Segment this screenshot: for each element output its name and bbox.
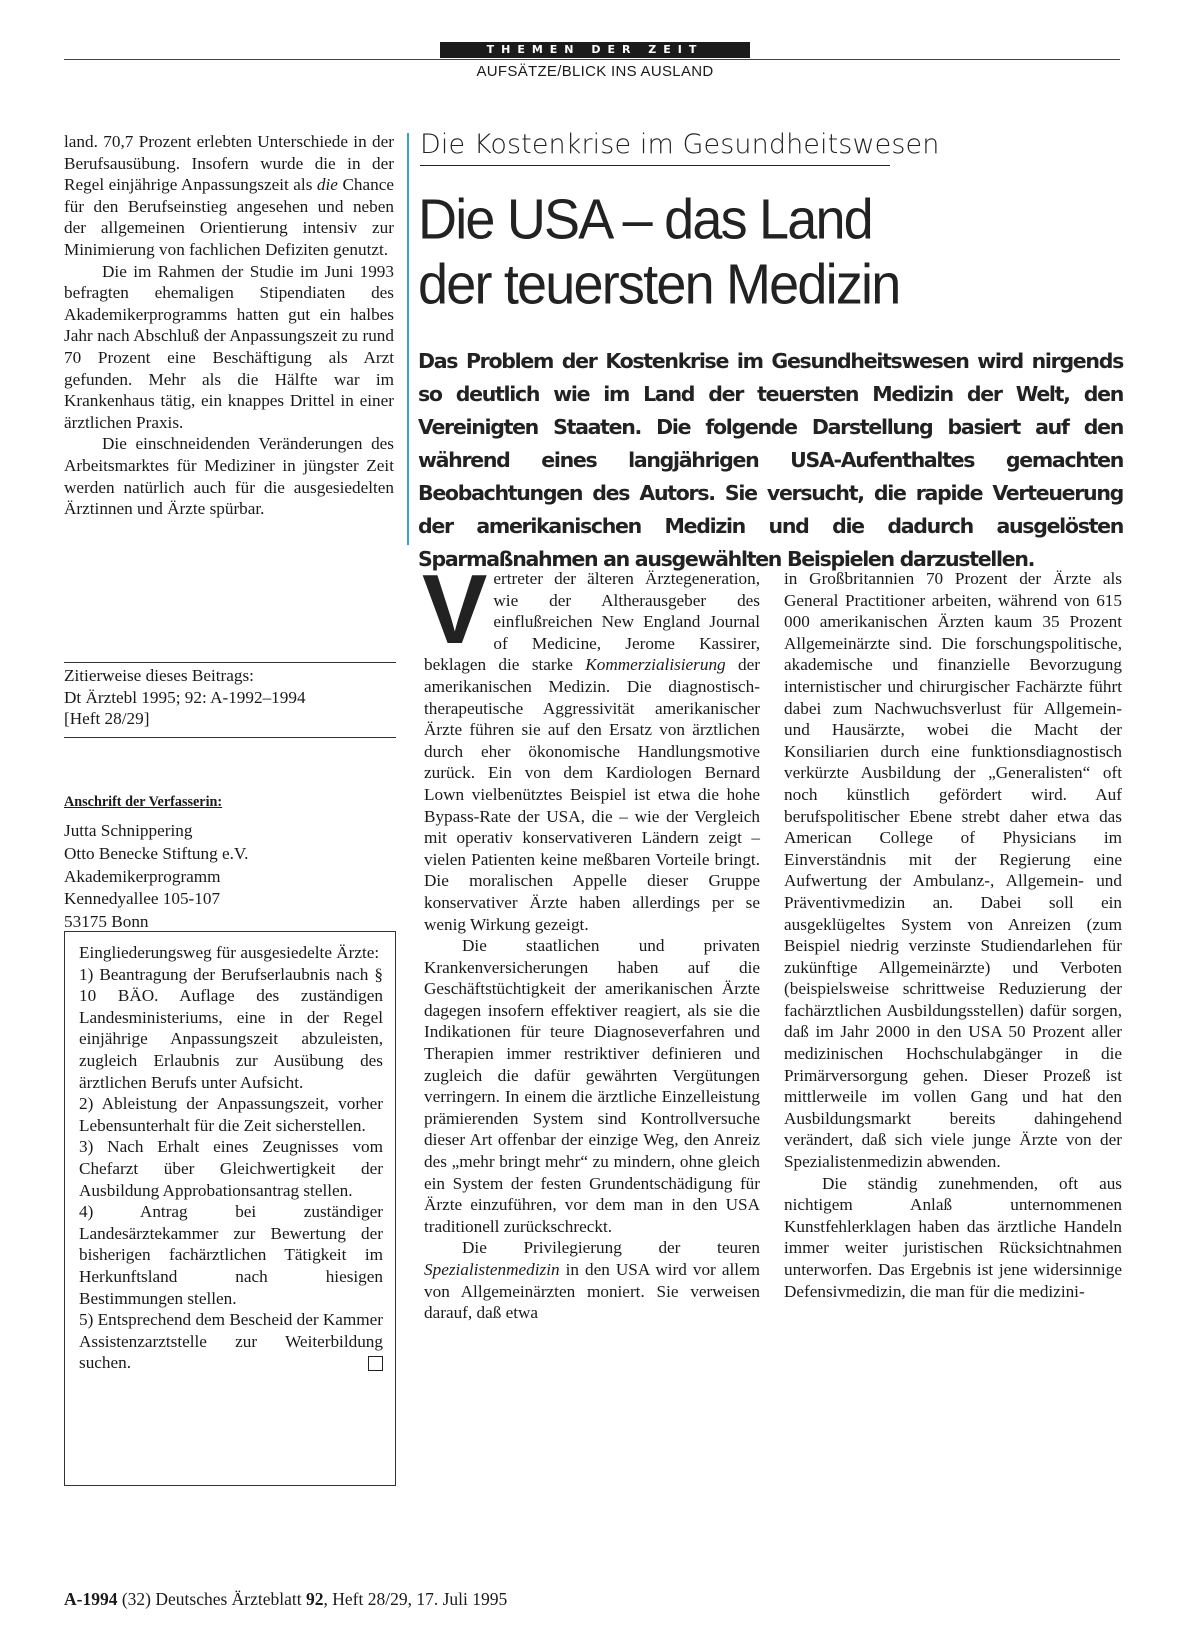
- mid-paragraph-2: Die staatlichen und privaten Krankenversicherungen haben auf die Geschäftstüchtigkeit der amerikanischen Ärzte dagegen insofern effektiver reagiert, als sie die Indikationen für teure Diagnoseverfahren und Therapien immer restriktiver definieren und zugleich die dafür gewährten Vergütungen verringern. In einem die ärztliche Einzelleistung prämierenden System sind Kontrollversuche dieser Art offenbar der einzige Weg, den Anreiz des „mehr bringt mehr“ zu mindern, ohne gleich ein System der festen Grundentschädigung für Ärzte einzuführen, vor dem man in den USA traditionell zurückschreckt.: [424, 936, 760, 1236]
- citation-label: Zitierweise dieses Beitrags:: [64, 666, 254, 685]
- page-number: A-1994: [64, 1589, 118, 1609]
- mid-paragraph-3: Die Privilegierung der teuren Spezialistenmedizin in den USA wird vor allem von Allgemeinärzten moniert. Sie verweisen darauf, daß etwa: [424, 1238, 760, 1323]
- citation-rule-top: [64, 662, 396, 663]
- info-box-intro: Eingliederungsweg für ausgesiedelte Ärzte:: [79, 943, 380, 962]
- info-box-step: 2) Ableistung der Anpassungszeit, vorher Lebensunterhalt für die Zeit sicherstellen.: [79, 1094, 383, 1135]
- address-line: Otto Benecke Stiftung e.V.: [64, 843, 249, 863]
- headline-line-2: der teuersten Medizin: [418, 253, 900, 317]
- left-paragraph-3: Die einschneidenden Veränderungen des Arbeitsmarktes für Mediziner in jüngster Zeit werden natürlich auch für die ausgesiedelten Ärztinnen und Ärzte spürbar.: [64, 434, 394, 519]
- left-paragraph-2: Die im Rahmen der Studie im Juni 1993 befragten ehemaligen Stipendiaten des Akademikerprogramms hatten gut ein halbes Jahr nach Abschluß der Anpassungszeit zu rund 70 Prozent eine Beschäftigung als Arzt gefunden. Mehr als die Hälfte war im Krankenhaus tätig, ein knappes Drittel in einer ärztlichen Praxis.: [64, 261, 394, 432]
- article-headline: [418, 187, 1138, 317]
- subsection-title: AUFSÄTZE/BLICK INS AUSLAND: [476, 63, 714, 80]
- info-box-step: 1) Beantragung der Berufserlaubnis nach § 10 BÄO. Auflage des zuständigen Landesministeriums, eine in der Regel einjährige Anpassungszeit abzuleisten, zugleich Erlaubnis zur Ausübung des ärztlichen Berufs unter Aufsicht.: [79, 964, 383, 1092]
- accent-line: [407, 133, 409, 545]
- end-mark-icon: [368, 1356, 383, 1371]
- address-line: Jutta Schnippering: [64, 821, 193, 840]
- headline-line-1: Die USA – das Land: [418, 188, 872, 252]
- address-line: Akademikerprogramm: [64, 866, 221, 886]
- kicker-rule: [420, 165, 890, 166]
- author-address: [64, 820, 248, 934]
- address-line: Kennedyallee 105-107: [64, 889, 221, 909]
- address-heading: Anschrift der Verfasserin:: [64, 794, 223, 810]
- info-box-step-last: 5) Entsprechend dem Bescheid der Kammer Assistenzarztstelle zur Weiterbildung suchen.: [79, 1310, 384, 1373]
- article-kicker: Die Kostenkrise im Gesundheitswesen: [420, 129, 940, 160]
- left-column: [64, 131, 394, 520]
- info-box-step: 3) Nach Erhalt eines Zeugnisses vom Chefarzt über Gleichwertigkeit der Ausbildung Approbationsantrag stellen.: [79, 1137, 383, 1200]
- right-column: [784, 568, 1122, 1302]
- info-box: [64, 931, 396, 1486]
- address-line: 53175 Bonn: [64, 912, 149, 932]
- left-paragraph-1: land. 70,7 Prozent erlebten Unterschiede in der Berufsausübung. Insofern wurde die in der Regel einjährige Anpassungszeit als die Chance für den Berufseinstieg angesehen und neben der allgemeinen Orientierung intensiv zur Minimierung von fachlichen Defiziten genutzt.: [64, 132, 394, 259]
- middle-column: [422, 554, 761, 1324]
- section-banner: THEMEN DER ZEIT: [440, 42, 750, 58]
- drop-cap: V: [422, 554, 488, 664]
- page-footer: A-1994 (32) Deutsches Ärzteblatt 92, Heft 28/29, 17. Juli 1995: [64, 1589, 508, 1609]
- citation-reference: Dt Ärztebl 1995; 92: A-1992–1994: [64, 687, 306, 707]
- info-box-text: [79, 942, 383, 1374]
- article-lead: Das Problem der Kostenkrise im Gesundheitswesen wird nirgends so deutlich wie im Land der teuersten Medizin der Welt, den Vereinigten Staaten. Die folgende Darstellung basiert auf den während eines langjährigen USA-Aufenthaltes gemachten Beobachtungen des Autors. Sie versucht, die rapide Verteuerung der amerikanischen Medizin und die dadurch ausgelösten Sparmaßnahmen an ausgewählten Beispielen darzustellen.: [418, 349, 1123, 571]
- info-box-step: 4) Antrag bei zuständiger Landesärztekammer zur Bewertung der bisherigen fachärztlichen Tätigkeit im Herkunftsland nach hiesigen Bestimmungen stellen.: [79, 1202, 383, 1308]
- header-rule: [64, 59, 1120, 60]
- right-paragraph-1: in Großbritannien 70 Prozent der Ärzte als General Practitioner arbeiten, während von 615 000 amerikanischen Ärzten kaum 35 Prozent Allgemeinärzte sind. Die forschungspolitische, akademische und finanzielle Bevorzugung internistischer und chirurgischer Fachärzte führt dabei zum Nachwuchsverlust für Allgemein- und Hausärzte, wobei die Macht der Konsiliarien durch eine funktionsdiagnostisch verkürzte Ausbildung der „Generalisten“ oft noch künstlich gefördert wird. Auf berufspolitischer Ebene strebt daher etwa das American College of Physicians im Einverständnis mit der Regierung eine Aufwertung der Ambulanz-, Allgemein- und Präventivmedizin an. Dabei soll ein ausgeklügeltes System von Anreizen (zum Beispiel niedrig verzinste Studiendarlehen für zukünftige Allgemeinärzte) und Verboten (beispielsweise schrittweise Reduzierung der fachärztlichen Ausbildungsstellen) dafür sorgen, daß im Jahr 2000 in den USA 50 Prozent aller medizinischen Hochschulabgänger in die Primärversorgung gehen. Dieser Prozeß ist mittlerweile im vollen Gang und hat den Ausbildungsmarkt bereits dahingehend verändert, daß sich viele junge Ärzte von der Spezialistenmedizin abwenden.: [784, 569, 1122, 1172]
- right-paragraph-2: Die ständig zunehmenden, oft aus nichtigem Anlaß unternommenen Kunstfehlerklagen haben das ärztliche Handeln immer weiter juristischen Rücksichtnahmen unterworfen. Das Ergebnis ist jene widersinnige Defensivmedizin, die man für die medizini-: [784, 1173, 1122, 1301]
- citation-issue: [Heft 28/29]: [64, 709, 150, 729]
- citation-rule-bottom: [64, 737, 396, 738]
- mid-paragraph-1: Vertreter der älteren Ärztegeneration, wie der Altherausgeber des einflußreichen New England Journal of Medicine, Jerome Kassirer, beklagen die starke Kommerzialisierung der amerikanischen Medizin. Die diagnostisch-therapeutische Aggressivität amerikanischer Ärzte führen sie auf den Ersatz von ärztlichen durch eher ökonomische Handlungsmotive zurück. Ein von dem Kardiologen Bernard Lown vielbenütztes Beispiel ist etwa die hohe Bypass-Rate der USA, die – wie der Vergleich mit operativ konservativeren Ländern zeigt – vielen Patienten keine meßbaren Vorteile bringt. Die moralischen Appelle dieser Gruppe konservativer Ärzte haben allerdings per se wenig Wirkung gezeigt.: [422, 554, 761, 934]
- citation: [64, 665, 396, 730]
